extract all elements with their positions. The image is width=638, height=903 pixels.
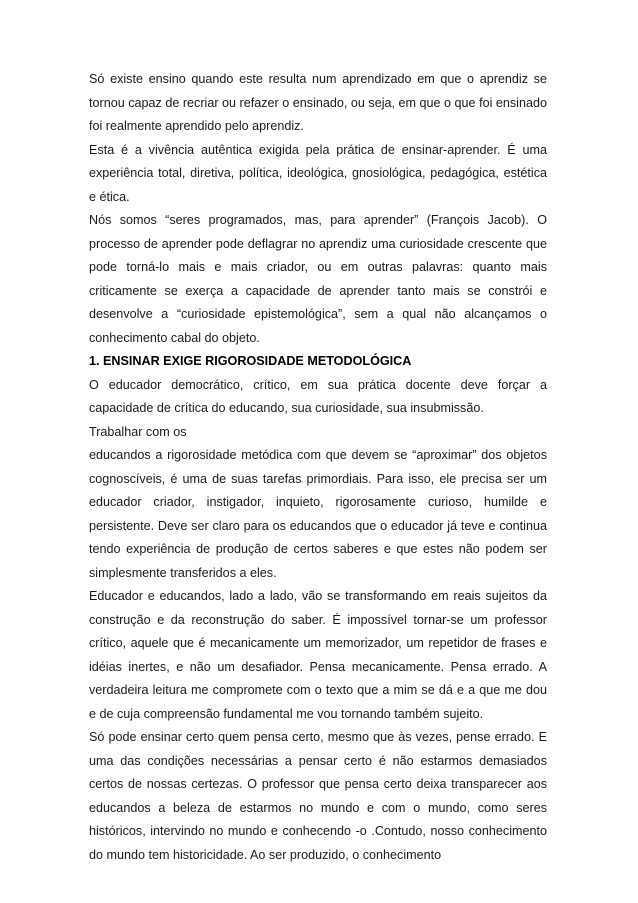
section-heading: 1. ENSINAR EXIGE RIGOROSIDADE METODOLÓGICA	[89, 354, 412, 368]
paragraph: educandos a rigorosidade metódica com que devem se “aproximar” dos objetos cognoscíveis, é uma de suas tarefas primordiais. Para isso, ele precisa ser um educador criador, instigador, inquieto, rigorosamente curioso, humilde e persistente. Deve ser claro para os educandos que o educador já teve e continua tendo experiência de produção de certos saberes e que estes não podem ser simplesmente transferidos a eles.	[89, 448, 547, 580]
paragraph: Só pode ensinar certo quem pensa certo, mesmo que às vezes, pense errado. E uma das condições necessárias a pensar certo é não estarmos demasiados certos de nossas certezas. O professor que pensa certo deixa transparecer aos educandos a beleza de estarmos no mundo e com o mundo, como seres históricos, intervindo no mundo e conhecendo -o .Contudo, nosso conhecimento do mundo tem historicidade. Ao ser produzido, o conhecimento	[89, 730, 547, 862]
document-page	[89, 68, 547, 867]
paragraph: Nós somos “seres programados, mas, para aprender” (François Jacob). O processo de aprender pode deflagrar no aprendiz uma curiosidade crescente que pode torná-lo mais e mais criador, ou em outras palavras: quanto mais criticamente se exerça a capacidade de aprender tanto mais se constrói e desenvolve a “curiosidade epistemológica”, sem a qual não alcançamos o conhecimento cabal do objeto.	[89, 213, 547, 345]
paragraph: O educador democrático, crítico, em sua prática docente deve forçar a capacidade de crítica do educando, sua curiosidade, sua insubmissão.	[89, 377, 547, 415]
paragraph: Educador e educandos, lado a lado, vão se transformando em reais sujeitos da construção e da reconstrução do saber. É impossível tornar-se um professor crítico, aquele que é mecanicamente um memorizador, um repetidor de frases e idéias inertes, e não um desafiador. Pensa mecanicamente. Pensa errado. A verdadeira leitura me compromete com o texto que a mim se dá e a que me dou e de cuja compreensão fundamental me vou tornando também sujeito.	[89, 589, 547, 721]
paragraph-fragment: Trabalhar com os	[89, 424, 187, 439]
paragraph: Só existe ensino quando este resulta num aprendizado em que o aprendiz se tornou capaz de recriar ou refazer o ensinado, ou seja, em que o que foi ensinado foi realmente aprendido pelo aprendiz.	[89, 72, 547, 133]
paragraph: Esta é a vivência autêntica exigida pela prática de ensinar-aprender. É uma experiência total, diretiva, política, ideológica, gnosiológica, pedagógica, estética e ética.	[89, 142, 547, 204]
